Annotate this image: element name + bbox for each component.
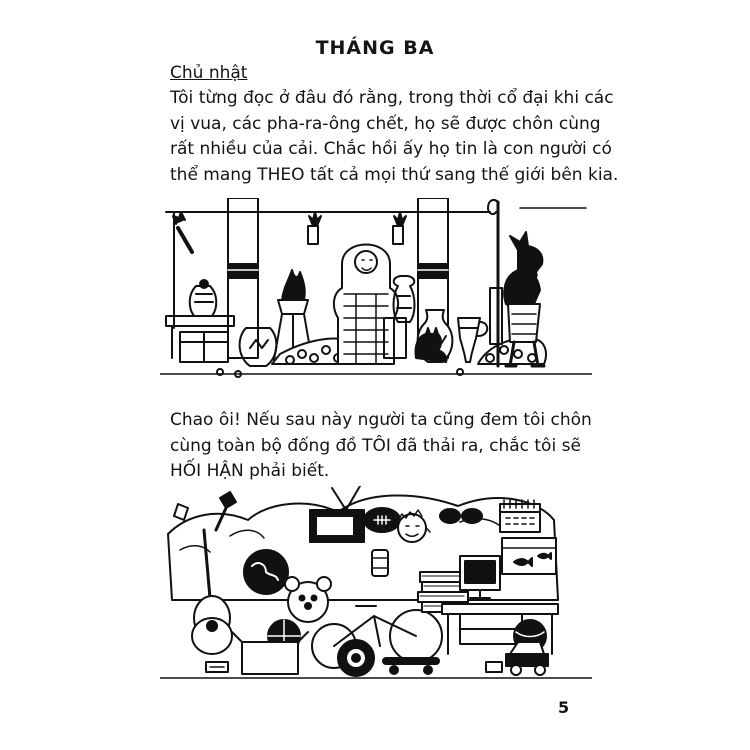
text-line: Tôi từng đọc ở đâu đó rằng, trong thời cổ đại khi các — [170, 88, 614, 108]
text-line: cùng toàn bộ đống đồ TÔI đã thải ra, chắc tôi sẽ — [170, 435, 581, 456]
text-line: HỐI HẬN phải biết. — [170, 461, 330, 481]
text-line: vị vua, các pha-ra-ông chết, họ sẽ được chôn cùng — [170, 113, 601, 134]
paragraph-2 — [170, 408, 590, 485]
paragraph-1 — [170, 86, 619, 188]
text-line: thể mang THEO tất cả mọi thứ sang thế giới bên kia. — [170, 164, 619, 185]
tomb-illustration — [160, 198, 592, 380]
chapter-heading: THÁNG BA — [315, 37, 435, 59]
junk-pile-illustration — [160, 486, 592, 682]
day-label: Chủ nhật — [170, 63, 248, 83]
page-number: 5 — [558, 698, 570, 717]
text-line: rất nhiều của cải. Chắc hồi ấy họ tin là con người có — [170, 139, 612, 159]
text-line: Chao ôi! Nếu sau này người ta cũng đem tôi chôn — [170, 410, 592, 430]
